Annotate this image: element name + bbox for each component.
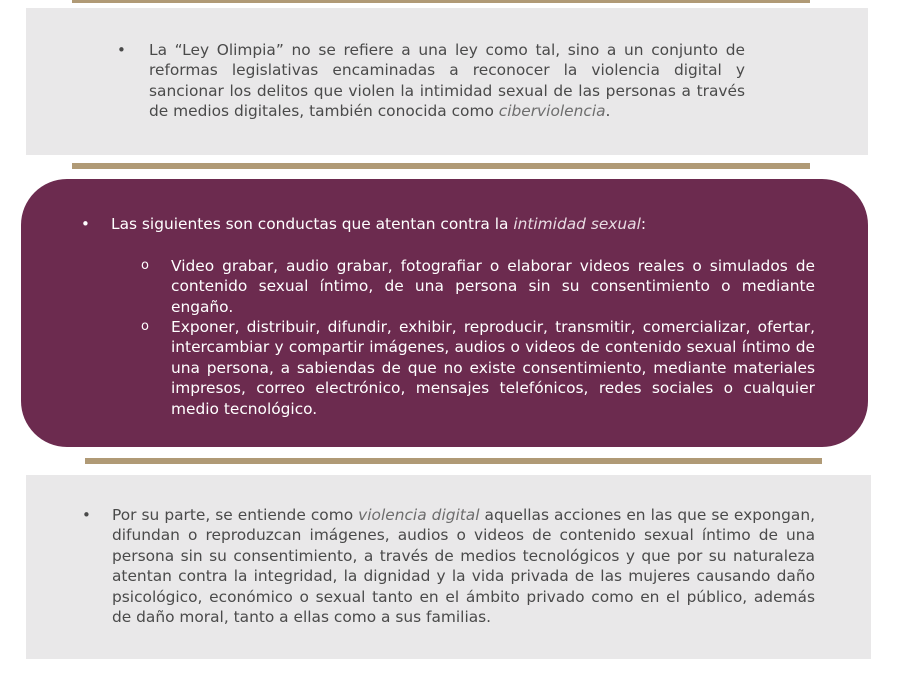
violencia-digital-text: Por su parte, se entiende como	[112, 506, 359, 524]
ley-olimpia-text: La “Ley Olimpia” no se refiere a una ley como tal, sino a un conjunto de reformas legislativas encaminadas a reconocer la violencia digital y sancionar los delitos que violen la intimidad sexual de las personas a través de medios digitales, también conocida como	[149, 41, 745, 121]
violencia-digital-panel	[26, 475, 871, 659]
violencia-digital-paragraph	[112, 505, 815, 627]
ley-olimpia-paragraph	[149, 40, 745, 122]
ley-olimpia-panel	[26, 8, 868, 155]
conduct-item: Exponer, distribuir, difundir, exhibir, reproducir, transmitir, comercializar, ofertar, intercambiar y compartir imágenes, audios o videos de contenido sexual íntimo de una persona, a sabiendas de que no existe consentimiento, mediante materiales impresos, correo electrónico, mensajes telefónicos, redes sociales o cualquier medio tecnológico.	[171, 318, 815, 418]
bullet: •	[82, 506, 91, 524]
divider-1	[72, 163, 810, 169]
ciberviolencia-term: ciberviolencia	[498, 102, 606, 121]
conduct-item: Video grabar, audio grabar, fotografiar o elaborar videos reales o simulados de contenido sexual íntimo, de una persona sin su consentimiento o mediante engaño.	[171, 257, 815, 316]
sub-bullet: o	[141, 258, 149, 273]
top-divider	[72, 0, 810, 3]
intimidad-sexual-panel	[21, 179, 868, 447]
divider-2	[85, 458, 822, 464]
intro-text: Las siguientes son conductas que atentan contra la	[111, 215, 514, 233]
violencia-digital-rest: aquellas acciones en las que se expongan, difundan o reproduzcan imágenes, audios o videos de contenido sexual íntimo de una persona sin su consentimiento, a través de medios tecnológicos y que por su naturaleza atentan contra la integridad, la dignidad y la vida privada de las mujeres causando daño psicológico, económico o sexual tanto en el ámbito privado como en el público, además de daño moral, tanto a ellas como a sus familias.	[112, 506, 816, 627]
intimidad-sexual-term: intimidad sexual	[513, 215, 641, 233]
bullet: •	[81, 215, 90, 233]
bullet: •	[117, 41, 126, 59]
sub-bullet: o	[141, 319, 149, 334]
ley-olimpia-end: .	[605, 102, 611, 121]
intimidad-sexual-intro	[111, 214, 811, 234]
intro-colon: :	[640, 215, 647, 233]
violencia-digital-term: violencia digital	[358, 506, 480, 524]
